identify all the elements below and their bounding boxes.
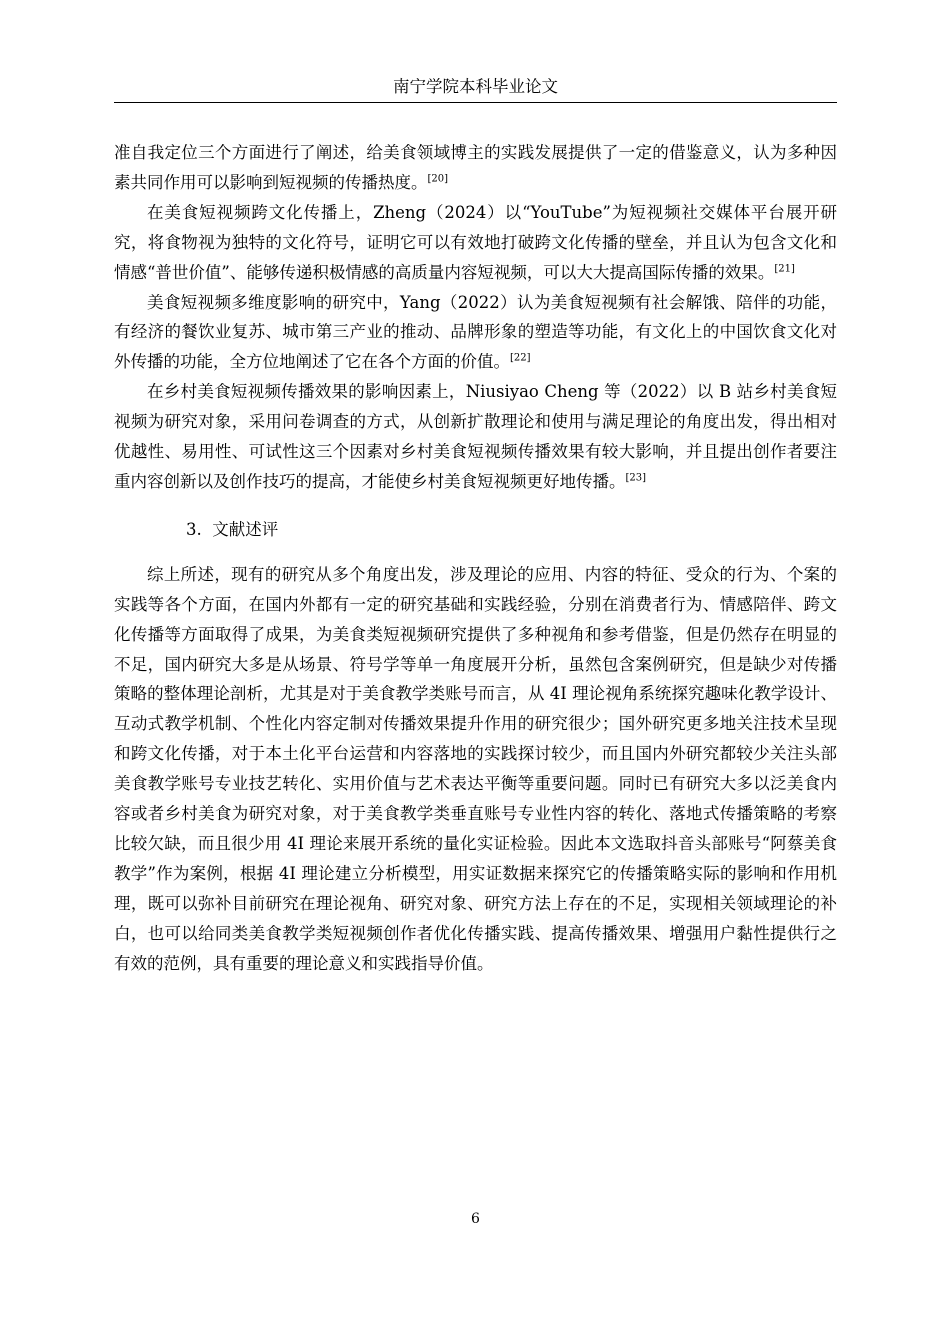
- section-title: 文献述评: [212, 519, 279, 539]
- paragraph-yang: [114, 288, 837, 378]
- citation-marker: [20]: [427, 173, 449, 185]
- paragraph-text: 在乡村美食短视频传播效果的影响因素上，Niusiyao Cheng 等（2022）以 B 站乡村美食短视频为研究对象，采用问卷调查的方式，从创新扩散理论和使用与满足理论的角度出发，得出相对优越性、易用性、可试性这三个因素对乡村美食短视频传播效果有较大影响，并且提出创作者要注重内容创新以及创作技巧的提高，才能使乡村美食短视频更好地传播。: [114, 382, 837, 491]
- paragraph-text: 准自我定位三个方面进行了阐述，给美食领域博主的实践发展提供了一定的借鉴意义，认为多种因素共同作用可以影响到短视频的传播热度。: [114, 143, 837, 192]
- section-heading: [114, 515, 837, 545]
- paragraph-text: 美食短视频多维度影响的研究中，Yang（2022）认为美食短视频有社会解饿、陪伴的功能，有经济的餐饮业复苏、城市第三产业的推动、品牌形象的塑造等功能，有文化上的中国饮食文化对外传播的功能，全方位地阐述了它在各个方面的价值。: [114, 292, 837, 372]
- paragraph-cheng: [114, 377, 837, 497]
- running-header: 南宁学院本科毕业论文: [393, 77, 558, 96]
- section-number: 3.: [186, 519, 202, 539]
- paragraph-review: [114, 560, 837, 979]
- citation-marker: [22]: [510, 352, 531, 364]
- page-body: [114, 138, 837, 978]
- citation-marker: [23]: [625, 472, 647, 484]
- paragraph-zheng: [114, 198, 837, 288]
- citation-marker: [21]: [774, 263, 795, 275]
- page-number: 6: [471, 1211, 480, 1227]
- paragraph-text: 在美食短视频跨文化传播上，Zheng（2024）以“YouTube”为短视频社交媒体平台展开研究，将食物视为独特的文化符号，证明它可以有效地打破跨文化传播的壁垒，并且认为包含文化和情感“普世价值”、能够传递积极情感的高质量内容短视频，可以大大提高国际传播的效果。: [114, 202, 837, 282]
- paragraph-text: 综上所述，现有的研究从多个角度出发，涉及理论的应用、内容的特征、受众的行为、个案的实践等各个方面，在国内外都有一定的研究基础和实践经验，分别在消费者行为、情感陪伴、跨文化传播等方面取得了成果，为美食类短视频研究提供了多种视角和参考借鉴，但是仍然存在明显的不足，国内研究大多是从场景、符号学等单一角度展开分析，虽然包含案例研究，但是缺少对传播策略的整体理论剖析，尤其是对于美食教学类账号而言，从 4I 理论视角系统探究趣味化教学设计、互动式教学机制、个性化内容定制对传播效果提升作用的研究很少；国外研究更多地关注技术呈现和跨文化传播，对于本土化平台运营和内容落地的实践探讨较少，而且国内外研究都较少关注头部美食教学账号专业技艺转化、实用价值与艺术表达平衡等重要问题。同时已有研究大多以泛美食内容或者乡村美食为研究对象，对于美食教学类垂直账号专业性内容的转化、落地式传播策略的考察比较欠缺，而且很少用 4I 理论来展开系统的量化实证检验。因此本文选取抖音头部账号“阿蔡美食教学”作为案例，根据 4I 理论建立分析模型，用实证数据来探究它的传播策略实际的影响和作用机理，既可以弥补目前研究在理论视角、研究对象、研究方法上存在的不足，实现相关领域理论的补白，也可以给同类美食教学类短视频创作者优化传播实践、提高传播效果、增强用户黏性提供行之有效的范例，具有重要的理论意义和实践指导价值。: [114, 564, 837, 973]
- paragraph-continued: [114, 138, 837, 198]
- header-rule: [114, 102, 837, 103]
